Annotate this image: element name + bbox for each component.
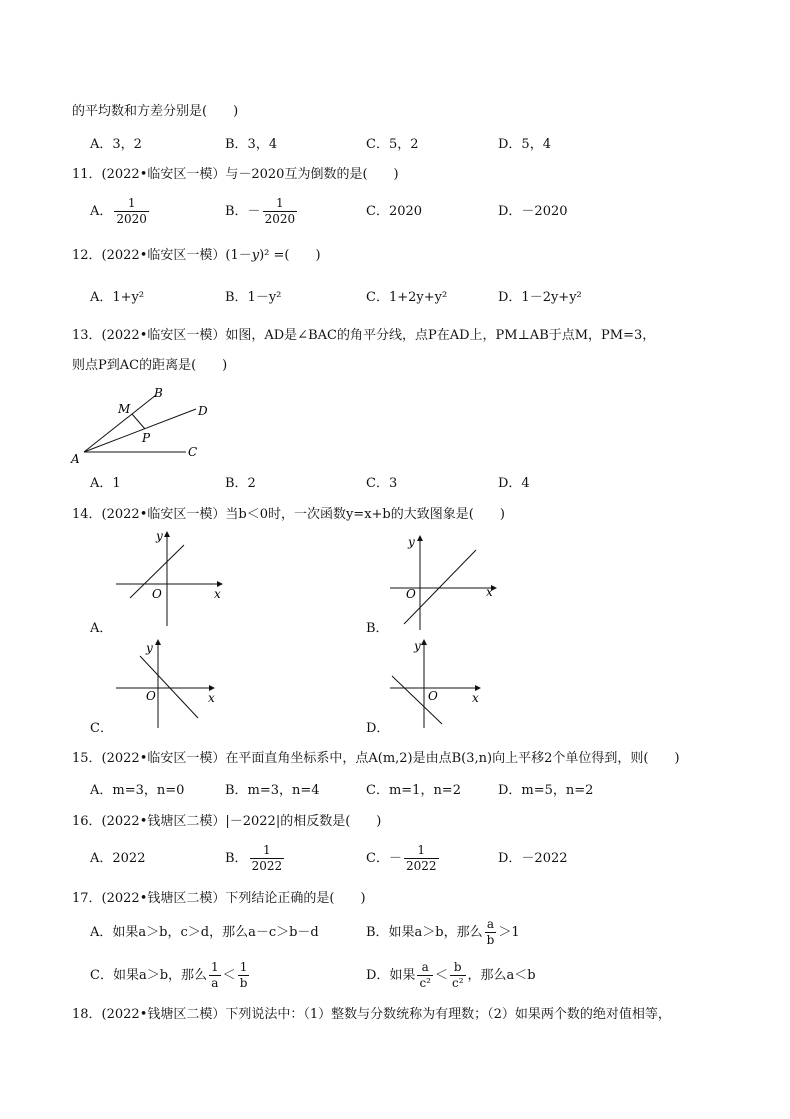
q11-option-d: D．－2020 [498,204,568,219]
x-axis-label: x [208,691,215,705]
q10-option-d: D．5，4 [498,137,551,152]
q15-stem: 15．(2022•临安区一模）在平面直角坐标系中，点A(m,2)是由点B(3,n)向上平移2个单位得到，则( ) [72,751,680,766]
q14-option-a: A． [90,621,113,636]
q16-option-d: D．－2022 [498,851,568,866]
x-axis-label: x [214,587,221,601]
y-axis-label: y [146,641,153,655]
y-axis-label: y [408,535,415,549]
q15-option-b: B．m=3，n=4 [225,783,320,798]
label-d: D [198,404,208,418]
label-p: P [142,431,151,445]
q16-option-b: B． $\frac{1}{2022}$ [225,843,283,873]
q12-option-d: D．1－2y+y² [498,290,582,305]
q14-option-d: D． [366,721,390,736]
q15-option-a: A．m=3，n=0 [90,783,185,798]
graph-b [384,532,504,634]
q13-stem-line2: 则点P到AC的距离是( ) [72,358,228,373]
label-m: M [118,402,131,416]
label-c: C [188,445,198,459]
label-b: B [154,386,163,400]
q14-option-c: C． [90,721,113,736]
q13-option-c: C．3 [366,476,398,491]
q14-option-b: B． [366,621,389,636]
q17-option-d: D．如果 $\frac{a}{\text{c²}}$ ＜ $\frac{b}{\text{c²}}$ ，那么a＜b [366,960,536,990]
q18-stem: 18．(2022•钱塘区二模）下列说法中：（1）整数与分数统称为有理数；（2）如果两个数的绝对值相等， [72,1007,671,1022]
q16-option-c: C．－ $\frac{1}{2022}$ [366,843,437,873]
origin-label: O [406,587,416,601]
graph-a [110,528,230,630]
q17-stem: 17．(2022•钱塘区二模）下列结论正确的是( ) [72,891,366,906]
q11-stem: 11．(2022•临安区一模）与－2020互为倒数的是( ) [72,167,399,182]
q17-option-a: A．如果a＞b，c＞d，那么a－c＞b－d [90,925,319,940]
q13-option-b: B．2 [225,476,256,491]
q15-option-d: D．m=5，n=2 [498,783,594,798]
q11-option-a: A． $\frac{1}{2020}$ [90,196,147,226]
q15-option-c: C．m=1，n=2 [366,783,461,798]
x-axis-label: x [472,691,479,705]
graph-d [384,636,504,732]
q16-stem: 16．(2022•钱塘区二模）|－2022|的相反数是( ) [72,814,382,829]
origin-label: O [428,689,438,703]
q16-option-a: A．2022 [90,851,146,866]
q10-option-c: C．5，2 [366,137,419,152]
y-axis-label: y [156,529,163,543]
x-axis-label: x [486,585,493,599]
q13-stem-line1: 13．(2022•临安区一模）如图，AD是∠BAC的角平分线，点P在AD上，PM⊥AB于点M，PM=3， [72,328,656,343]
q17-option-b: B．如果a＞b，那么 $\frac{a}{b}$ ＞1 [366,917,520,947]
q13-option-a: A．1 [90,476,121,491]
q11-option-b: B．－ $\frac{1}{2020}$ [225,196,296,226]
angle-bisector-figure [68,383,218,465]
q12-stem: 12．(2022•临安区一模）(1－y)² =( ) [72,248,321,263]
q13-option-d: D．4 [498,476,530,491]
q10-option-a: A．3，2 [90,137,142,152]
q12-option-a: A．1+y² [90,290,145,305]
origin-label: O [152,587,162,601]
origin-label: O [146,689,156,703]
perpendicular-pm [132,414,145,429]
graph-c [110,636,230,732]
q12-option-c: C．1+2y+y² [366,290,448,305]
q14-stem: 14．(2022•临安区一模）当b＜0时，一次函数y=x+b的大致图象是( ) [72,507,505,522]
ray-ad [84,409,196,452]
y-axis-label: y [414,639,421,653]
label-a: A [71,452,80,465]
q10-continuation: 的平均数和方差分别是( ) [72,104,239,119]
q11-option-c: C．2020 [366,204,423,219]
q12-option-b: B．1－y² [225,290,282,305]
q17-option-c: C．如果a＞b，那么 $\frac{1}{a}$ ＜ $\frac{1}{b}$ [90,960,248,990]
q10-option-b: B．3，4 [225,137,278,152]
